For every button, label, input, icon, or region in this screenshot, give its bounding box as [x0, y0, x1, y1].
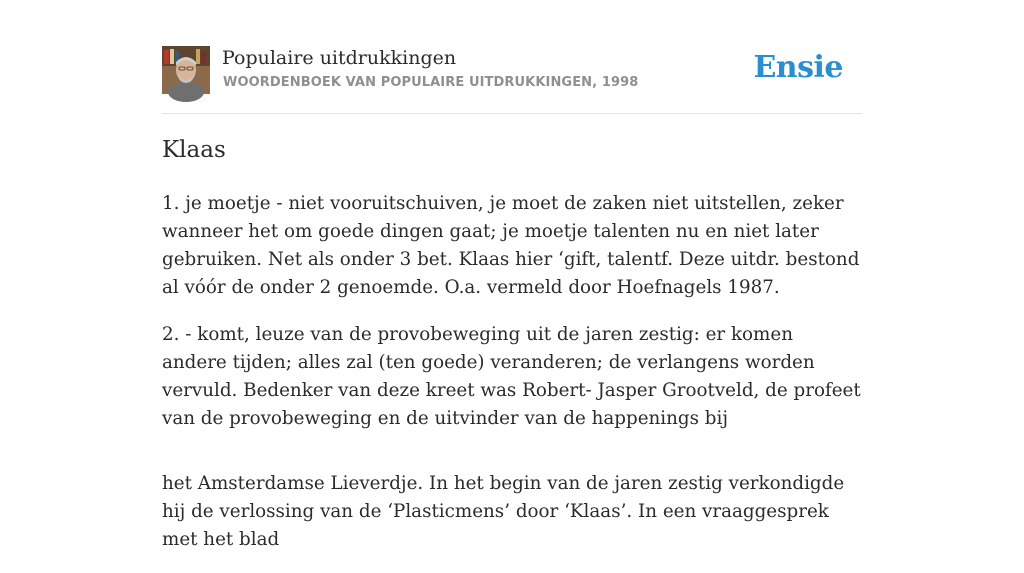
ensie-logo[interactable]: Ensie [753, 50, 843, 85]
entry-paragraph-1: 1. je moetje - niet vooruitschuiven, je moet de zaken niet uitstellen, zeker wanneer het om goede dingen gaat; je moetje talenten nu en niet later gebruiken. Net als onder 3 bet. Klaas hier ‘gift, talentf. Deze uitdr. bestond al vóór de onder 2 genoemde. O.a. vermeld door Hoefnagels 1987. [162, 193, 860, 298]
entry-paragraph-2: 2. - komt, leuze van de provobeweging uit de jaren zestig: er komen andere tijden; alles zal (ten goede) veranderen; de verlangens worden vervuld. Bedenker van deze kreet was Robert- Jasper Grootveld, de profeet van de provobeweging en de uitvinder van de happenings bij [162, 324, 861, 429]
author-portrait-icon[interactable] [162, 46, 210, 94]
entry-paragraph-3: het Amsterdamse Lieverdje. In het begin van de jaren zestig verkondigde hij de verlossing van de ‘Plasticmens’ door ‘Klaas’. In een vraaggesprek met het blad [162, 473, 845, 550]
source-meta: WOORDENBOEK VAN POPULAIRE UITDRUKKINGEN, 1998 [223, 75, 639, 90]
entry-card [162, 46, 862, 550]
source-name[interactable]: Populaire uitdrukkingen [222, 47, 457, 69]
entry-header [162, 46, 862, 114]
entry-term: Klaas [162, 137, 226, 163]
entry-body [162, 190, 862, 573]
